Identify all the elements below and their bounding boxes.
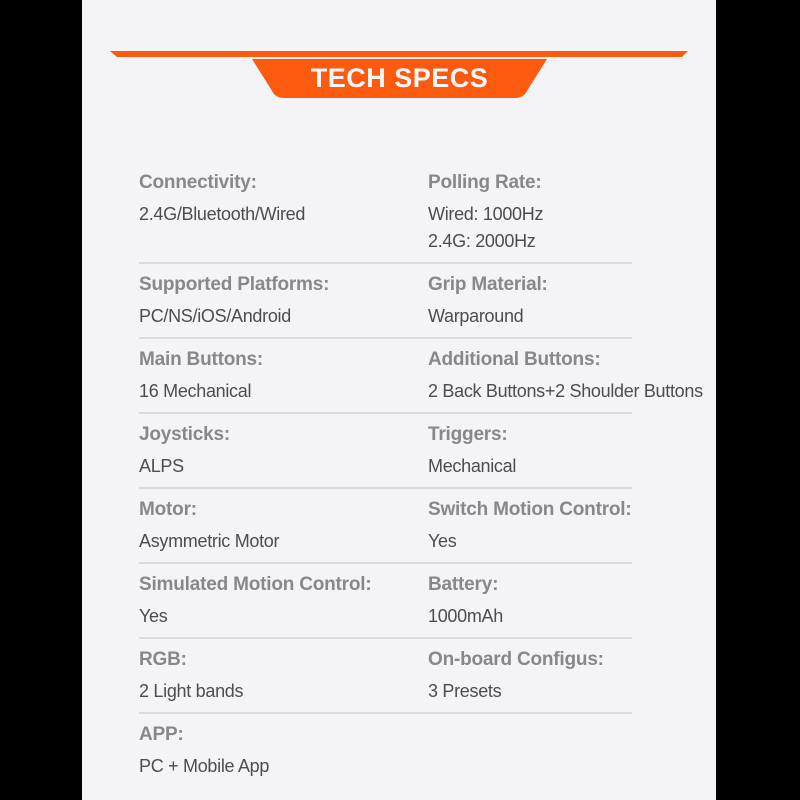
spec-label: Grip Material: <box>428 274 548 295</box>
spec-value: 16 Mechanical <box>139 381 252 401</box>
spec-label: Triggers: <box>428 424 508 445</box>
spec-label: Battery: <box>428 574 499 595</box>
spec-row <box>139 339 703 414</box>
spec-label: Additional Buttons: <box>428 349 601 370</box>
spec-value: 1000mAh <box>428 606 503 626</box>
spec-label: Polling Rate: <box>428 172 542 193</box>
spec-label: RGB: <box>139 649 187 670</box>
spec-value: 2.4G: 2000Hz <box>428 231 536 251</box>
spec-label: Simulated Motion Control: <box>139 574 372 595</box>
spec-row <box>139 264 632 339</box>
spec-value: PC + Mobile App <box>139 756 270 776</box>
spec-label: Main Buttons: <box>139 349 264 370</box>
spec-row <box>139 564 632 639</box>
spec-cell-left <box>139 574 428 630</box>
spec-label: Supported Platforms: <box>139 274 330 295</box>
spec-row <box>139 162 632 264</box>
spec-label: Motor: <box>139 499 197 520</box>
spec-value: 3 Presets <box>428 681 502 701</box>
spec-cell-left <box>139 349 428 405</box>
spec-row <box>139 489 632 564</box>
spec-cell-right <box>428 574 632 630</box>
spec-value: Yes <box>428 531 457 551</box>
spec-value: PC/NS/iOS/Android <box>139 306 291 326</box>
spec-label: Connectivity: <box>139 172 257 193</box>
spec-row <box>139 414 632 489</box>
spec-cell-left <box>139 172 428 255</box>
spec-cell-right <box>428 172 632 255</box>
spec-cell-left <box>139 499 428 555</box>
spec-table <box>139 162 703 787</box>
spec-value: Yes <box>139 606 168 626</box>
spec-value: ALPS <box>139 456 184 476</box>
spec-cell-left <box>139 649 428 705</box>
spec-value: Wired: 1000Hz <box>428 204 544 224</box>
spec-value: 2 Light bands <box>139 681 244 701</box>
spec-cell-right <box>428 724 632 780</box>
spec-value: 2 Back Buttons+2 Shoulder Buttons <box>428 381 703 401</box>
spec-label: On-board Configus: <box>428 649 604 670</box>
spec-label: Joysticks: <box>139 424 230 445</box>
spec-value: 2.4G/Bluetooth/Wired <box>139 204 306 224</box>
spec-cell-right <box>428 649 632 705</box>
banner-accent-line <box>110 51 688 57</box>
spec-value: Mechanical <box>428 456 517 476</box>
spec-cell-right <box>428 424 632 480</box>
spec-value: Asymmetric Motor <box>139 531 280 551</box>
left-frame-bar <box>0 0 82 800</box>
spec-row <box>139 639 632 714</box>
spec-value: Warparound <box>428 306 524 326</box>
right-frame-bar <box>716 0 800 800</box>
spec-cell-left <box>139 724 428 780</box>
spec-label: Switch Motion Control: <box>428 499 632 520</box>
spec-cell-left <box>139 274 428 330</box>
spec-cell-right <box>428 274 632 330</box>
spec-row <box>139 714 632 787</box>
spec-cell-right <box>428 499 632 555</box>
spec-cell-right <box>428 349 703 405</box>
spec-cell-left <box>139 424 428 480</box>
page-title: TECH SPECS <box>310 63 489 93</box>
spec-label: APP: <box>139 724 184 745</box>
